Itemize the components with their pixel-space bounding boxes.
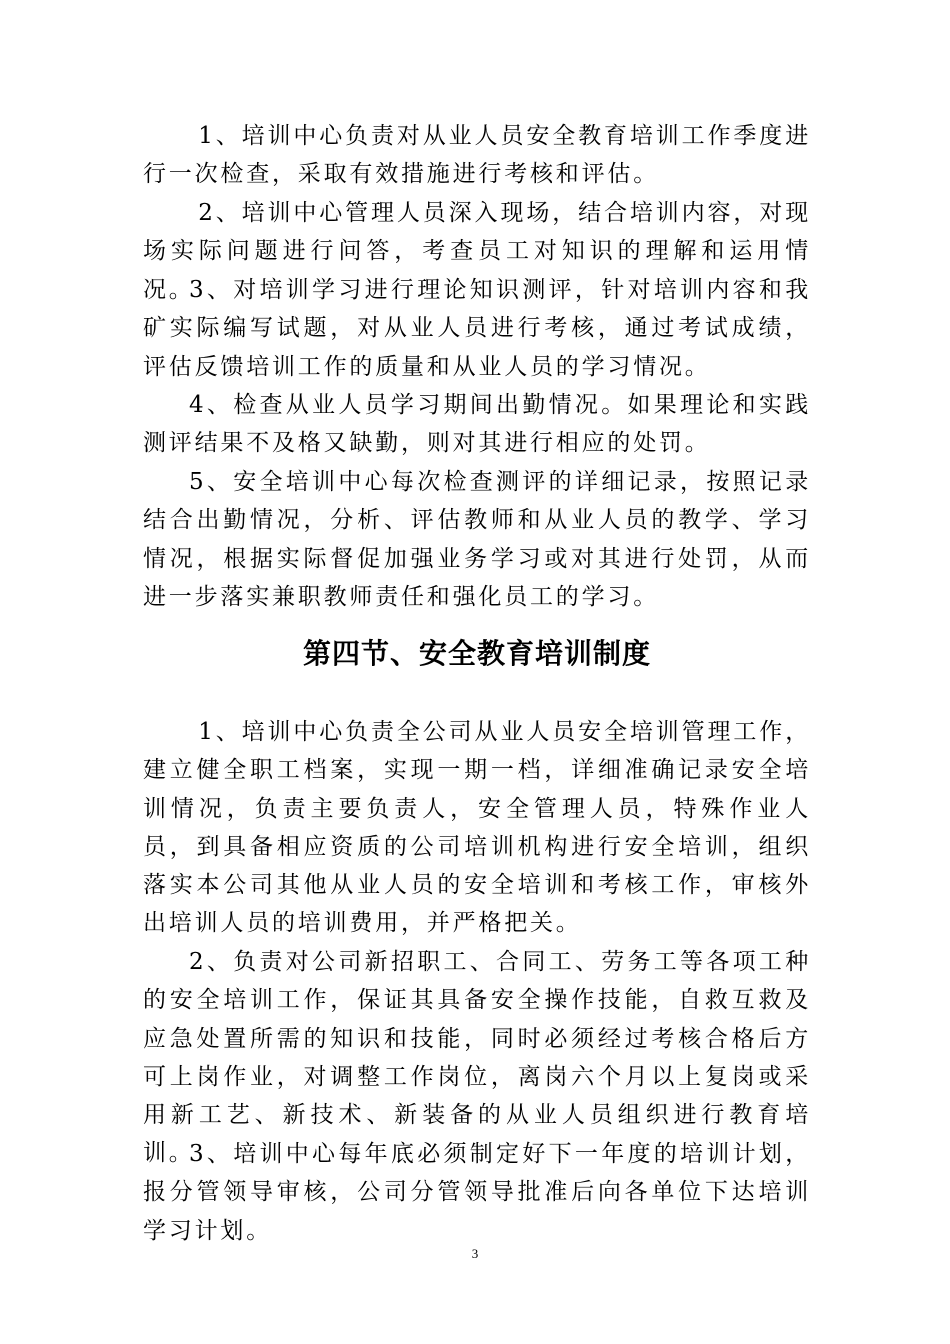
- paragraph-6: 1、培训中心负责全公司从业人员安全培训管理工作，建立健全职工档案，实现一期一档，详细准确记录安全培训情况，负责主要负责人，安全管理人员，特殊作业人员，到具备相应资质的公司培训机构进行安全培训，组织落实本公司其他从业人员的安全培训和考核工作，审核外出培训人员的培训费用，并严格把关。: [143, 719, 811, 937]
- paragraph-4: 4、检查从业人员学习期间出勤情况。如果理论和实践测评结果不及格又缺勤，则对其进行相应的处罚。: [143, 392, 811, 457]
- paragraph-3: 3、对培训学习进行理论知识测评，针对培训内容和我矿实际编写试题，对从业人员进行考核，通过考试成绩，评估反馈培训工作的质量和从业人员的学习情况。: [143, 277, 811, 380]
- paragraph-8: 3、培训中心每年底必须制定好下一年度的培训计划，报分管领导审核，公司分管领导批准后向各单位下达培训学习计划。: [143, 1141, 811, 1244]
- page-number: 3: [471, 1246, 479, 1261]
- paragraph-2: 2、培训中心管理人员深入现场，结合培训内容，对现场实际问题进行问答，考查员工对知识的理解和运用情况。: [143, 200, 811, 303]
- paragraph-5: 5、安全培训中心每次检查测评的详细记录，按照记录结合出勤情况，分析、评估教师和从业人员的教学、学习情况，根据实际督促加强业务学习或对其进行处罚，从而进一步落实兼职教师责任和强化员工的学习。: [143, 469, 811, 610]
- section-title: 第四节、安全教育培训制度: [302, 637, 651, 670]
- paragraph-7: 2、负责对公司新招职工、合同工、劳务工等各项工种的安全培训工作，保证其具备安全操作技能，自救互救及应急处置所需的知识和技能，同时必须经过考核合格后方可上岗作业，对调整工作岗位，离岗六个月以上复岗或采用新工艺、新技术、新装备的从业人员组织进行教育培训。: [143, 949, 811, 1167]
- paragraph-1: 1、培训中心负责对从业人员安全教育培训工作季度进行一次检查，采取有效措施进行考核和评估。: [143, 123, 811, 188]
